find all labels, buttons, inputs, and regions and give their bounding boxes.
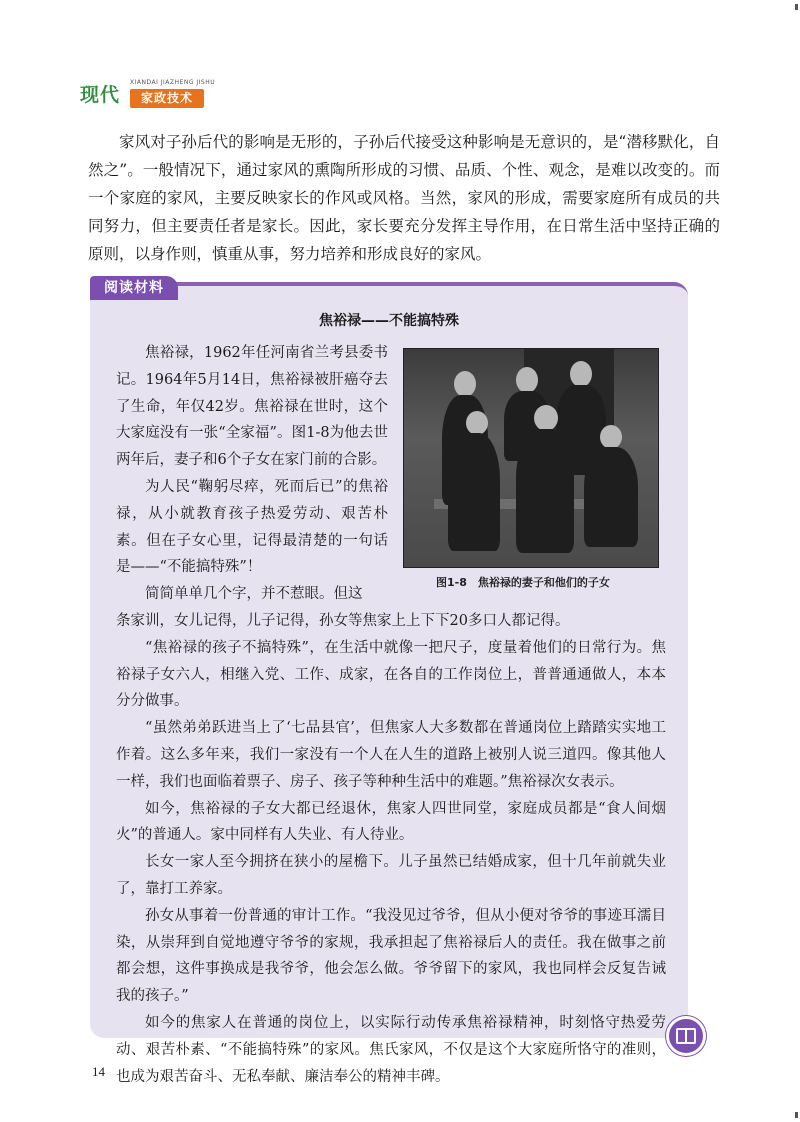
running-header	[78, 74, 216, 114]
story-paragraph: 长女一家人至今拥挤在狭小的屋檐下。儿子虽然已结婚成家，但十几年前就失业了，靠打工养家。	[116, 854, 666, 897]
story-paragraph: 如今，焦裕禄的子女大都已经退休，焦家人四世同堂，家庭成员都是“食人间烟火”的普通人。家中同样有人失业、有人待业。	[116, 800, 666, 844]
story-paragraph: 孙女从事着一份普通的审计工作。“我没见过爷爷，但从小便对爷爷的事迹耳濡目染，从崇拜到自觉地遵守爷爷的家规，我承担起了焦裕禄后人的责任。我在做事之前都会想，这件事换成是我爷爷，他会怎么做。爷爷留下的家风，我也同样会反复告诫我的孩子。”	[116, 907, 666, 1005]
header-title-green: 现代	[80, 84, 121, 106]
page-number: 14	[92, 1064, 105, 1079]
story-paragraph: “虽然弟弟跃进当上了‘七品县官’，但焦家人大多数都在普通岗位上踏踏实实地工作着。这么多年来，我们一家没有一个人在人生的道路上被别人说三道四。像其他人一样，我们也面临着票子、房子、孩子等种种生活中的难题。”焦裕禄次女表示。	[116, 720, 666, 790]
story-paragraph-lead: 简简单单几个字，并不惹眼。但这	[145, 586, 363, 603]
story-body	[116, 340, 666, 1090]
story-paragraph: 如今的焦家人在普通的岗位上，以实际行动传承焦裕禄精神，时刻恪守热爱劳动、艰苦朴素、“不能搞特殊”的家风。焦氏家风，不仅是这个大家庭所恪守的准则，也成为艰苦奋斗、无私奉献、廉洁奉公的精神丰碑。	[116, 1014, 666, 1085]
edge-mark	[795, 4, 798, 10]
figure-caption: 图1-8 焦裕禄的妻子和他们的子女	[436, 576, 610, 589]
reading-material-label: 阅读材料	[90, 276, 178, 300]
story-paragraph: “焦裕禄的孩子不搞特殊”，在生活中就像一把尺子，度量着他们的日常行为。焦裕禄子女六人，相继入党、工作、成家，在各自的工作岗位上，普普通通做人，本本分分做事。	[116, 639, 666, 710]
header-title-tag: 家政技术	[130, 89, 204, 108]
intro-paragraph: 家风对子孙后代的影响是无形的，子孙后代接受这种影响是无意识的，是“潜移默化，自然之”。一般情况下，通过家风的熏陶所形成的习惯、品质、个性、观念，是难以改变的。而一个家庭的家风，主要反映家长的作风或风格。当然，家风的形成，需要家庭所有成员的共同努力，但主要责任者是家长。因此，家长要充分发挥主导作用，在日常生活中坚持正确的原则，以身作则，慎重从事，努力培养和形成良好的家风。	[88, 133, 720, 263]
story-paragraph-continued: 条家训，女儿记得，儿子记得，孙女等焦家上上下下20多口人都记得。	[116, 612, 570, 629]
story-paragraph: 焦裕禄，1962年任河南省兰考县委书记。1964年5月14日，焦裕禄被肝癌夺去了生命，年仅42岁。焦裕禄在世时，这个大家庭没有一张“全家福”。图1-8为他去世两年后，妻子和6个子女在家门前的合影。	[116, 345, 388, 469]
header-pinyin: XIANDAI JIAZHENG JISHU	[130, 79, 216, 86]
story-title: 焦裕禄——不能搞特殊	[319, 313, 459, 329]
book-icon	[666, 1016, 706, 1056]
story-paragraph: 为人民“鞠躬尽瘁，死而后已”的焦裕禄，从小就教育孩子热爱劳动、艰苦朴素。但在子女心里，记得最清楚的一句话是——“不能搞特殊”！	[116, 478, 388, 576]
edge-mark	[795, 1112, 798, 1118]
